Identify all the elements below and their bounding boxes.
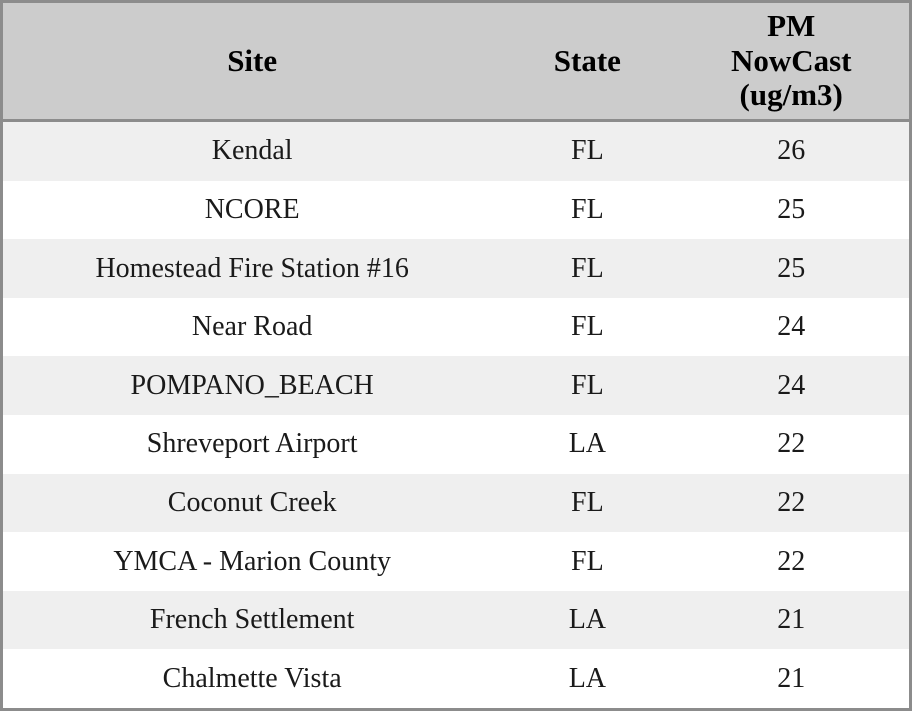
cell-site: Near Road xyxy=(3,298,501,357)
column-header-site: Site xyxy=(3,3,501,121)
cell-state: FL xyxy=(501,298,673,357)
table-body xyxy=(3,121,909,708)
column-header-pm-nowcast-line3: (ug/m3) xyxy=(739,77,843,113)
table-row xyxy=(3,591,909,650)
cell-site: Homestead Fire Station #16 xyxy=(3,239,501,298)
column-header-state: State xyxy=(501,3,673,121)
cell-value: 24 xyxy=(673,298,909,357)
cell-state: FL xyxy=(501,181,673,240)
table-row xyxy=(3,298,909,357)
cell-value: 21 xyxy=(673,649,909,708)
table-row xyxy=(3,356,909,415)
table-row xyxy=(3,649,909,708)
table-header xyxy=(3,3,909,121)
cell-state: LA xyxy=(501,415,673,474)
cell-site: Chalmette Vista xyxy=(3,649,501,708)
cell-value: 21 xyxy=(673,591,909,650)
cell-value: 22 xyxy=(673,532,909,591)
table-row xyxy=(3,239,909,298)
air-quality-table xyxy=(3,3,909,708)
cell-value: 22 xyxy=(673,415,909,474)
cell-state: FL xyxy=(501,239,673,298)
cell-site: Shreveport Airport xyxy=(3,415,501,474)
cell-value: 25 xyxy=(673,239,909,298)
cell-state: FL xyxy=(501,356,673,415)
cell-value: 26 xyxy=(673,121,909,181)
table-row xyxy=(3,181,909,240)
cell-value: 25 xyxy=(673,181,909,240)
cell-site: French Settlement xyxy=(3,591,501,650)
cell-site: YMCA - Marion County xyxy=(3,532,501,591)
column-header-pm-nowcast xyxy=(673,3,909,121)
table-row xyxy=(3,415,909,474)
cell-site: POMPANO_BEACH xyxy=(3,356,501,415)
cell-site: NCORE xyxy=(3,181,501,240)
cell-value: 24 xyxy=(673,356,909,415)
table-header-row xyxy=(3,3,909,121)
cell-state: FL xyxy=(501,532,673,591)
column-header-pm-nowcast-line1: PM xyxy=(767,8,816,43)
table-row xyxy=(3,532,909,591)
cell-state: FL xyxy=(501,121,673,181)
cell-site: Coconut Creek xyxy=(3,474,501,533)
table-row xyxy=(3,474,909,533)
column-header-pm-nowcast-line2: NowCast xyxy=(730,42,852,78)
cell-site: Kendal xyxy=(3,121,501,181)
table-row xyxy=(3,121,909,181)
cell-value: 22 xyxy=(673,474,909,533)
cell-state: FL xyxy=(501,474,673,533)
cell-state: LA xyxy=(501,591,673,650)
cell-state: LA xyxy=(501,649,673,708)
